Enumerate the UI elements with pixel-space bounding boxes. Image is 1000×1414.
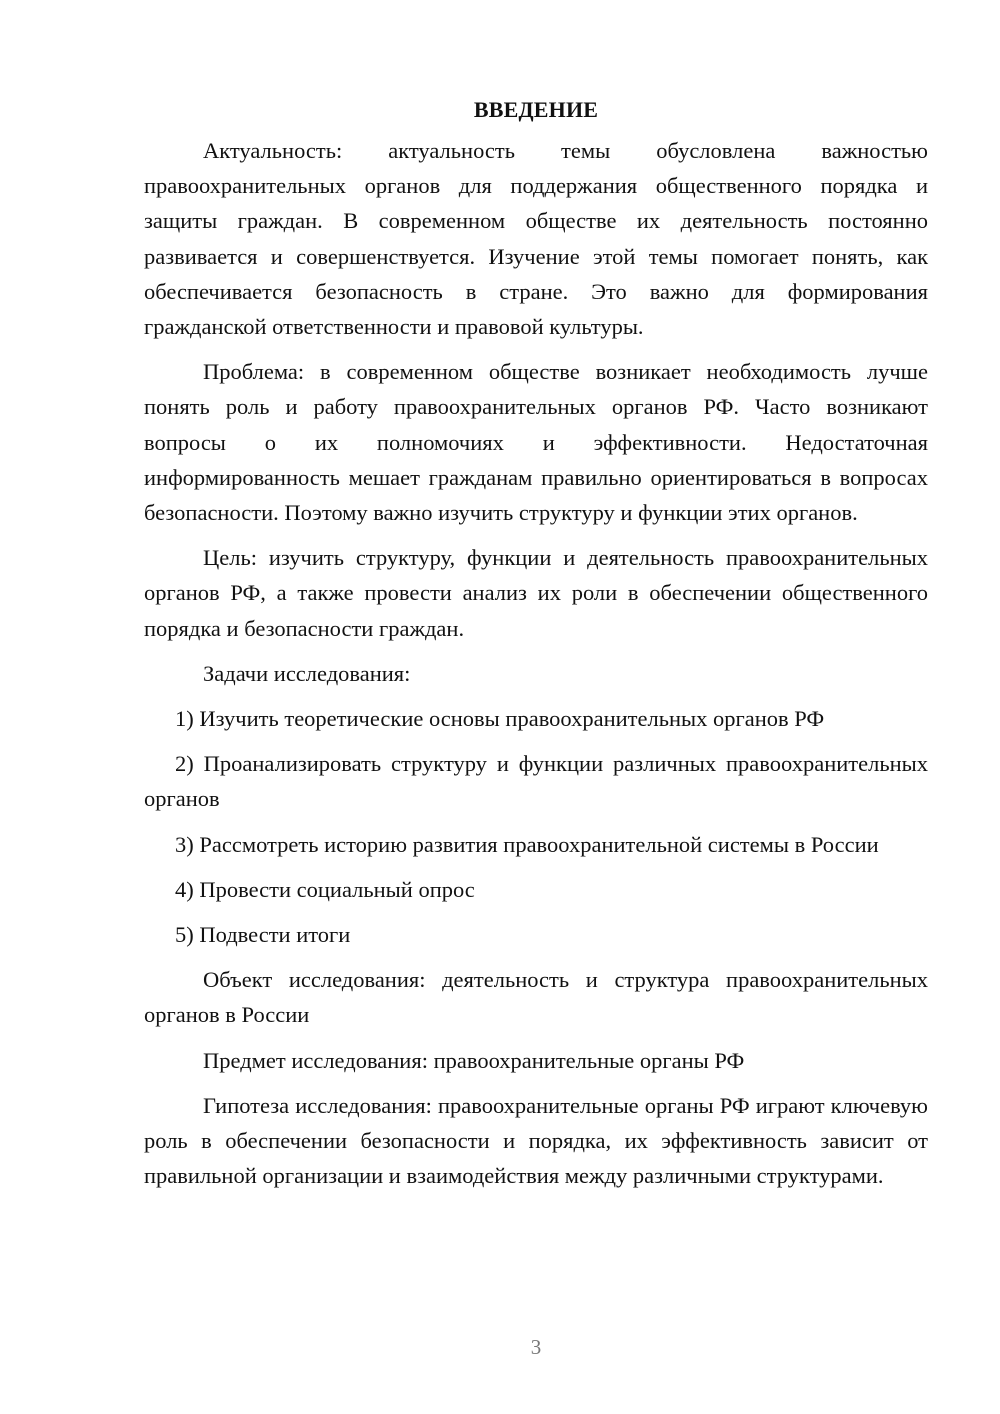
task-item: 1) Изучить теоретические основы правоохранительных органов РФ	[175, 706, 825, 732]
object-paragraph: Объект исследования: деятельность и структура правоохранительных органов в России	[144, 967, 928, 1028]
goal-paragraph: Цель: изучить структуру, функции и деятельность правоохранительных органов РФ, а также провести анализ их роли в обеспечении общественного порядка и безопасности граждан.	[144, 545, 928, 641]
task-item: 4) Провести социальный опрос	[175, 876, 475, 902]
relevance-paragraph: Актуальность: актуальность темы обусловлена важностью правоохранительных органов для поддержания общественного порядка и защиты граждан. В современном обществе их деятельность постоянно развивается и совершенствуется. Изучение этой темы помогает понять, как обеспечивается безопасность в стране. Это важно для формирования гражданской ответственности и правовой культуры.	[144, 138, 928, 340]
tasks-heading: Задачи исследования:	[203, 660, 411, 686]
document-body	[144, 92, 928, 1203]
section-heading: ВВЕДЕНИЕ	[473, 97, 599, 122]
task-item: 2) Проанализировать структуру и функции различных правоохранительных органов	[144, 751, 928, 812]
page-number: 3	[530, 1335, 542, 1359]
task-item: 5) Подвести итоги	[175, 922, 351, 948]
task-item: 3) Рассмотреть историю развития правоохранительной системы в России	[175, 831, 879, 857]
problem-paragraph: Проблема: в современном обществе возникает необходимость лучше понять роль и работу правоохранительных органов РФ. Часто возникают вопросы о их полномочиях и эффективности. Недостаточная информированность мешает гражданам правильно ориентироваться в вопросах безопасности. Поэтому важно изучить структуру и функции этих органов.	[144, 359, 928, 526]
subject-paragraph: Предмет исследования: правоохранительные органы РФ	[203, 1047, 745, 1073]
hypothesis-paragraph: Гипотеза исследования: правоохранительные органы РФ играют ключевую роль в обеспечении безопасности и порядка, их эффективность зависит от правильной организации и взаимодействия между различными структурами.	[144, 1092, 928, 1189]
